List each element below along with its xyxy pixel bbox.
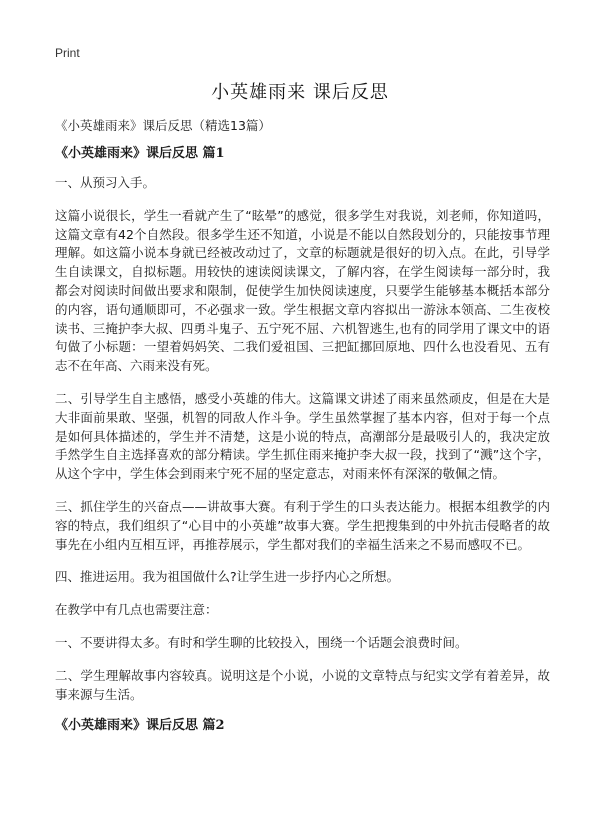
paragraph: 一、从预习入手。 <box>55 175 156 190</box>
paragraph: 在教学中有几点也需要注意： <box>55 602 218 618</box>
document-body <box>55 118 550 746</box>
section-heading-1: 《小英雄雨来》课后反思 篇1 <box>55 146 225 161</box>
paragraph: 这篇小说很长，学生一看就产生了“眩晕”的感觉，很多学生对我说，刘老师，你知道吗，这篇文章有42个自然段。很多学生还不知道，小说是不能以自然段划分的，只能按事节理理解。如这篇小说本身就已经被改动过了，文章的标题就是很好的切入点。在此，引导学生自读课文，自拟标题。用较快的速读阅读课文，了解内容，在学生阅读每一部分时，我都会对阅读时间做出要求和限制，促使学生加快阅读速度，只要学生能够基本概括本部分的内容，语句通顺即可，不必强求一致。学生根据文章内容拟出一游泳本领高、二生夜校读书、三掩护李大叔、四勇斗鬼子、五宁死不屈、六机智逃生,也有的同学用了课文中的语句做了小标题：一望着妈妈笑、二我们爱祖国、三把缸挪回原地、四什么也没看见、五有志不在年高、六雨来没有死。 <box>55 207 550 374</box>
print-label[interactable]: Print <box>55 46 80 60</box>
paragraph: 四、推进运用。我为祖国做什么?让学生进一步抒内心之所想。 <box>55 569 400 585</box>
paragraph: 二、学生理解故事内容较真。说明这是个小说，小说的文章特点与纪实文学有着差异，故事来源与生活。 <box>55 667 550 702</box>
paragraph: 二、引导学生自主感悟，感受小英雄的伟大。这篇课文讲述了雨来虽然顽皮，但是在大是大非面前果敢、坚强，机智的同敌人作斗争。学生虽然掌握了基本内容，但对于每一个点是如何具体描述的，学生并不清楚，这是小说的特点，高潮部分是最吸引人的，我决定放手然学生自主选择喜欢的部分精读。学生抓住雨来掩护李大叔一段，找到了“溅”这个字，从这个字中，学生体会到雨来宁死不屈的坚定意志，对雨来怀有深深的敬佩之情。 <box>55 390 550 482</box>
section-heading-2: 《小英雄雨来》课后反思 篇2 <box>55 718 225 734</box>
page-title: 小英雄雨来 课后反思 <box>211 82 389 103</box>
document-subtitle: 《小英雄雨来》课后反思（精选13篇） <box>55 118 271 133</box>
paragraph: 三、抓住学生的兴奋点——讲故事大赛。有利于学生的口头表达能力。根据本组教学的内容的特点，我们组织了“心目中的小英雄”故事大赛。学生把搜集到的中外抗击侵略者的故事先在小组内互相互评，再推荐展示，学生都对我们的幸福生活来之不易而感叹不已。 <box>55 498 550 552</box>
paragraph: 一、不要讲得太多。有时和学生聊的比较投入，围绕一个话题会浪费时间。 <box>55 634 468 650</box>
